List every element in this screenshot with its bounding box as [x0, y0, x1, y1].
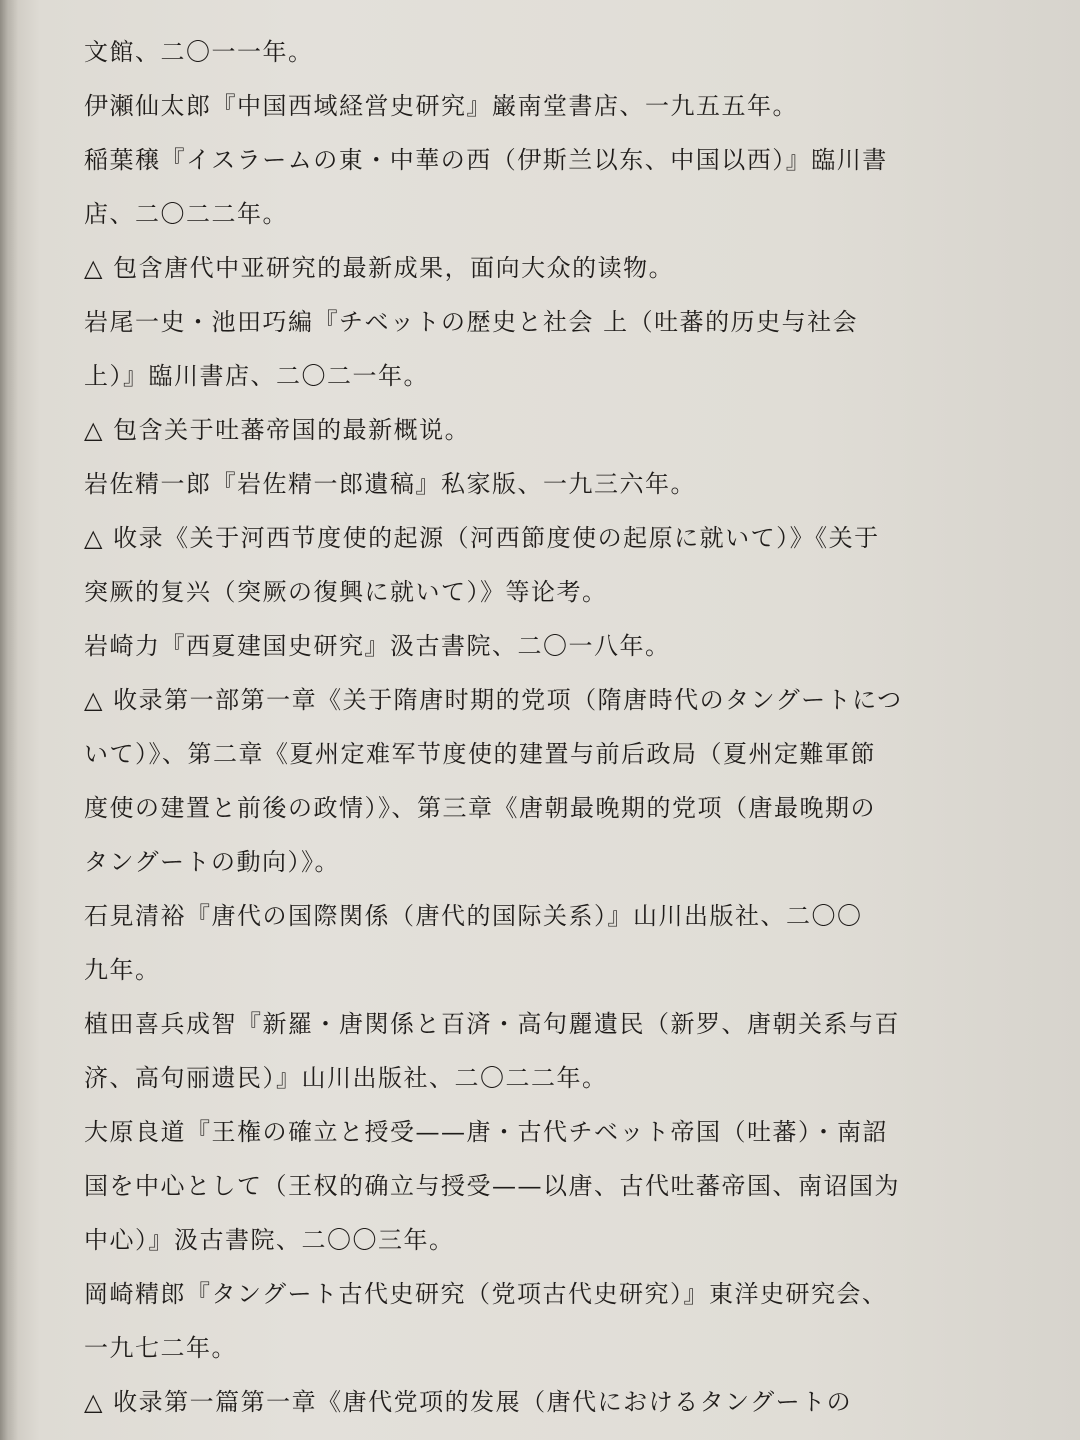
bibliography-line: 岡崎精郎『タングート古代史研究（党项古代史研究）』東洋史研究会、: [84, 1280, 888, 1308]
bibliography-text: [84, 30, 1004, 1434]
annotation-line: タングートの動向）》。: [84, 848, 341, 876]
page-gutter-shadow: [0, 0, 18, 1440]
bibliography-line: 济、高句丽遗民）』山川出版社、二〇二二年。: [84, 1064, 608, 1092]
annotation-line: 度使の建置と前後の政情）》、第三章《唐朝最晚期的党项（唐最晚期の: [84, 794, 876, 822]
bibliography-line: 文館、二〇一一年。: [84, 38, 314, 66]
bibliography-line: 石見清裕『唐代の国際関係（唐代的国际关系）』山川出版社、二〇〇: [84, 902, 863, 930]
annotation-line: △ 收录第一部第一章《关于隋唐时期的党项（隋唐時代のタングートにつ: [84, 686, 903, 714]
bibliography-line: 稲葉穣『イスラームの東・中華の西（伊斯兰以东、中国以西）』臨川書: [84, 146, 888, 174]
bibliography-line: 植田喜兵成智『新羅・唐関係と百済・高句麗遺民（新罗、唐朝关系与百: [84, 1010, 900, 1038]
bibliography-line: 岩崎力『西夏建国史研究』汲古書院、二〇一八年。: [84, 632, 671, 660]
bibliography-line: 岩佐精一郎『岩佐精一郎遺稿』私家版、一九三六年。: [84, 470, 696, 498]
bibliography-line: 中心）』汲古書院、二〇〇三年。: [84, 1226, 455, 1254]
bibliography-line: 一九七二年。: [84, 1334, 237, 1362]
annotation-line: △ 包含关于吐蕃帝国的最新概说。: [84, 416, 471, 444]
annotation-line: △ 包含唐代中亚研究的最新成果，面向大众的读物。: [84, 254, 675, 282]
annotation-line: 突厥的复兴（突厥の復興に就いて）》等论考。: [84, 578, 608, 606]
bibliography-line: 伊瀬仙太郎『中国西域経営史研究』巌南堂書店、一九五五年。: [84, 92, 798, 120]
annotation-line: △ 收录第一篇第一章《唐代党项的发展（唐代におけるタングートの: [84, 1388, 853, 1416]
bibliography-line: 上）』臨川書店、二〇二一年。: [84, 362, 429, 390]
bibliography-line: 大原良道『王権の確立と授受——唐・古代チベット帝国（吐蕃）・南詔: [84, 1118, 888, 1146]
bibliography-line: 国を中心として（王权的确立与授受——以唐、古代吐蕃帝国、南诏国为: [84, 1172, 900, 1200]
bibliography-line: 九年。: [84, 956, 161, 984]
annotation-line: いて）》、第二章《夏州定难军节度使的建置与前后政局（夏州定難軍節: [84, 740, 876, 768]
bibliography-line: 岩尾一史・池田巧編『チベットの歴史と社会 上（吐蕃的历史与社会: [84, 308, 859, 336]
bibliography-line: 店、二〇二二年。: [84, 200, 288, 228]
annotation-line: △ 收录《关于河西节度使的起源（河西節度使の起原に就いて）》《关于: [84, 524, 880, 552]
